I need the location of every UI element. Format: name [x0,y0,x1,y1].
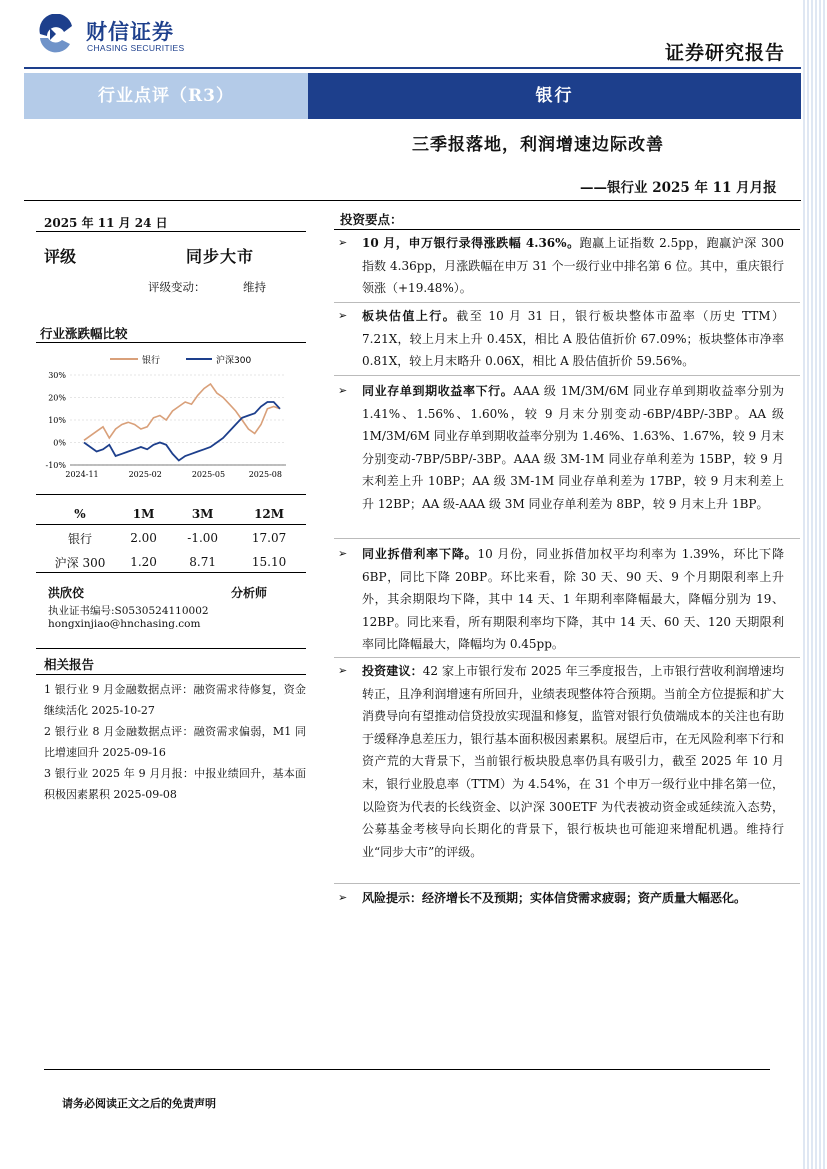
related-report-item[interactable]: 2 银行业 8 月金融数据点评：融资需求偏弱，M1 同比增速回升 2025-09-16 [44,725,306,759]
point-divider [334,302,800,303]
key-point-text: 截至 10 月 31 日，银行板块整体市盈率（历史 TTM）7.21X，较上月末上升 0.45X，相比 A 股估值折价 67.09%；板块整体市净率 0.81X，较上月末略升 0.06X，相比 A 股估值折价 59.56%。 [362,309,784,369]
y-tick-label: 30% [48,371,66,380]
bank-series-line [84,384,280,440]
key-point-text: 10 月份，同业拆借加权平均利率为 1.39%，环比下降 6BP，同比下降 20BP。环比来看，除 30 天、90 天、9 个月期限利率上升外，其余期限均下降，其中 14 天、1 年期利率降幅最大，降幅分别为 19、12BP。同比来看，所有期限利率均下降，其中 14 天、60 天、120 天期限利率同比降幅最大，降幅均为 0.45pp。 [362,547,784,652]
key-point-heading: 10 月，申万银行录得涨跌幅 4.36%。 [362,236,580,250]
analyst-email[interactable]: hongxinjiao@hnchasing.com [48,618,201,630]
key-point [338,380,784,516]
analyst-name: 洪欣佼 [48,586,85,600]
point-divider [334,538,800,539]
analyst-cert: 执业证书编号:S0530524110002 [48,605,209,617]
table-cell: 17.07 [251,531,287,545]
table-header: 1M [132,507,155,521]
chasing-logo-icon [36,14,76,54]
performance-table [44,502,304,574]
key-points-divider [334,229,800,230]
legend-hs300-label: 沪深300 [216,356,252,366]
point-divider [334,375,800,376]
related-reports-title: 相关报告 [44,657,95,672]
key-point-heading: 同业存单到期收益率下行。 [362,384,514,398]
chart-bottom-divider [36,494,306,495]
key-point-text: 跑赢上证指数 2.5pp，跑赢沪深 300 指数 4.36pp，月涨跌幅在申万 31 个一级行业中排名第 6 位。其中，重庆银行领涨（+19.48%）。 [362,236,785,296]
y-tick-label: 20% [48,393,66,403]
x-tick-label: 2025-02 [128,470,162,479]
table-bottom-divider [36,572,306,573]
analyst-role: 分析师 [231,586,268,600]
page-edge-stripe [801,0,827,1169]
report-subtitle: ——银行业 2025 年 11 月月报 [580,180,777,196]
y-tick-label: -10% [45,461,66,470]
arrow-bullet-icon: ➢ [338,236,348,249]
table-header-row [44,502,304,526]
performance-chart [36,345,298,490]
title-divider [24,200,801,201]
key-point-heading: 同业拆借利率下降。 [362,547,478,561]
sidebar-divider [36,231,306,232]
key-points-title: 投资要点： [340,212,403,227]
key-point [338,232,784,300]
rating-change-label: 评级变动： [148,280,206,294]
table-header: % [74,507,86,521]
key-point-heading: 板块估值上行。 [362,309,457,323]
table-header: 3M [191,507,214,521]
point-divider [334,657,800,658]
rating-label: 评级 [44,247,77,266]
arrow-bullet-icon: ➢ [338,547,348,560]
table-cell: -1.00 [187,531,219,545]
x-tick-label: 2025-05 [191,470,226,479]
table-cell: 2.00 [130,531,157,545]
table-cell: 1.20 [130,555,157,569]
rating-change-value: 维持 [243,280,266,294]
key-point [338,543,784,656]
key-point [338,887,784,910]
key-point [338,660,784,863]
arrow-bullet-icon: ➢ [338,309,348,322]
legend-bank-label: 银行 [142,356,161,366]
arrow-bullet-icon: ➢ [338,891,348,904]
report-title: 三季报落地，利润增速边际改善 [412,135,664,155]
logo-subtext: CHASING SECURITIES [87,43,185,53]
sector-band: 银行 [308,73,801,119]
table-row [44,550,304,574]
key-point-heading: 投资建议： [362,664,423,678]
table-row [44,526,304,550]
table-cell: 银行 [67,531,92,546]
chart-section-divider [36,342,306,343]
table-header: 12M [254,507,285,521]
category-band: 行业点评（R3） [24,73,308,119]
table-header-divider [36,524,306,525]
key-point [338,305,784,373]
x-tick-label: 2024-11 [65,470,99,479]
report-date: 2025 年 11 月 24 日 [44,216,168,230]
point-divider [334,883,800,884]
related-top-divider [36,648,306,649]
disclaimer-notice: 请务必阅读正文之后的免责声明 [62,1097,216,1110]
arrow-bullet-icon: ➢ [338,384,348,397]
related-title-divider [36,674,306,675]
table-cell: 15.10 [251,555,287,569]
chart-section-title: 行业涨跌幅比较 [40,326,128,341]
logo-text: 财信证券 [86,20,174,44]
y-tick-label: 0% [53,438,66,448]
key-point-heading: 风险提示：经济增长不及预期；实体信贷需求疲弱；资产质量大幅恶化。 [362,891,747,905]
x-tick-label: 2025-08 [248,470,282,479]
related-report-item[interactable]: 3 银行业 2025 年 9 月月报：中报业绩回升，基本面积极因素累积 2025-09-08 [44,767,306,801]
related-report-item[interactable]: 1 银行业 9 月金融数据点评：融资需求待修复，资金继续活化 2025-10-27 [44,683,306,717]
key-point-text: 42 家上市银行发布 2025 年三季度报告，上市银行营收利润增速均转正，且净利润增速有所回升，业绩表现整体符合预期。当前全方位提振和扩大消费导向有望推动信贷投放实现温和修复，监管对银行负债端成本的关注也有助于缓释净息差压力，银行基本面积极因素累积。展望后市，在无风险利率下行和资产荒的大背景下，当前银行板块股息率仍具有吸引力，截至 2025 年 10 月末，银行业股息率（TTM）为 4.54%，在 31 个申万一级行业中排名第一位，以险资为代表的长线资金、以沪深 300ETF 为代表被动资金或延续流入态势，公募基金考核导向长期化的背景下，银行板块也可能迎来增配机遇。维持行业“同步大市”的评级。 [362,664,784,859]
report-type-label: 证券研究报告 [664,42,785,64]
rating-value: 同步大市 [186,247,255,266]
table-cell: 8.71 [189,555,217,569]
key-point-text: AAA 级 1M/3M/6M 同业存单到期收益率分别为 1.41%、1.56%、1.60%，较 9 月末分别变动-6BP/4BP/-3BP。AA 级 1M/3M/6M 同业存单到期收益率分别为 1.46%、1.63%、1.67%，较 9 月末分别变动-7BP/5BP/-3BP。AAA 级 3M-1M 同业存单利差为 15BP，较 9 月末利差上升 10BP；AA 级 3M-1M 同业存单利差为 17BP，较 9 月末利差上升 12BP；AA 级-AAA 级 3M 同业存单利差为 8BP，较 9 月末上升 1BP。 [362,384,784,511]
y-tick-label: 10% [48,416,66,425]
table-cell: 沪深 300 [54,555,106,570]
footer-divider [44,1069,770,1070]
arrow-bullet-icon: ➢ [338,664,348,677]
header-divider [24,67,801,69]
